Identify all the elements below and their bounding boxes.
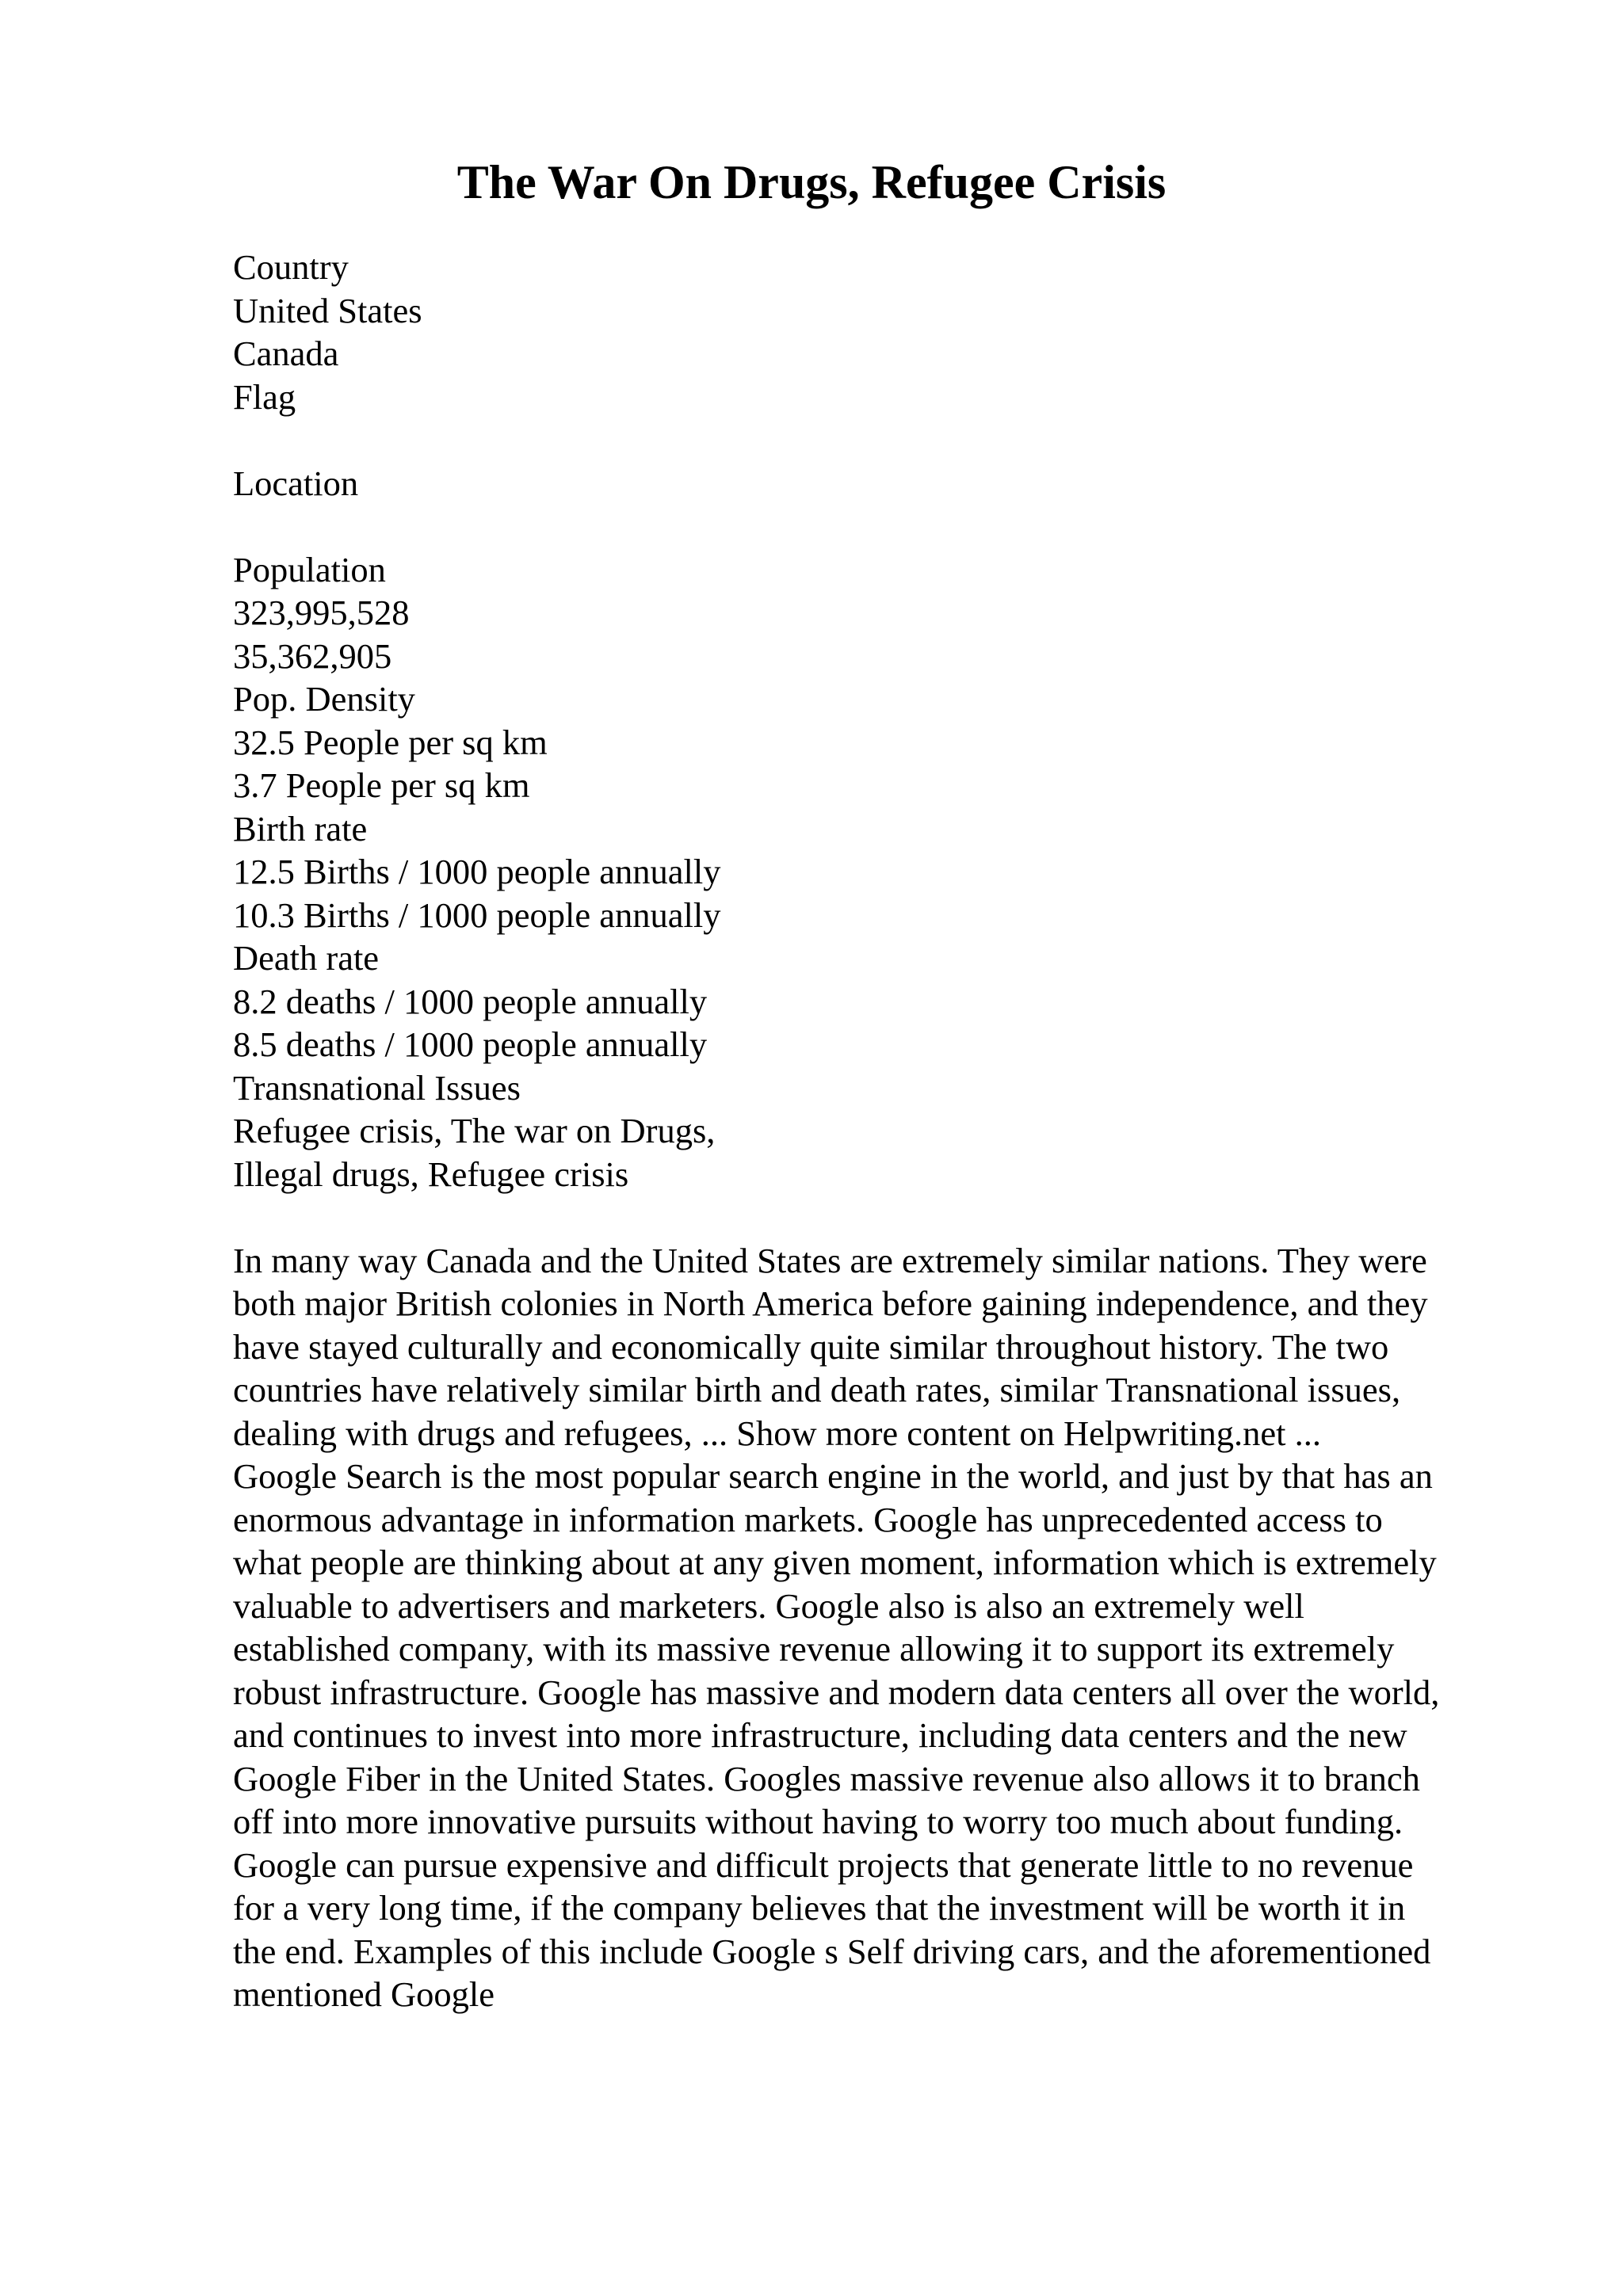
density-value: 3.7 People per sq km bbox=[233, 765, 530, 805]
body-line: both major British colonies in North America before gaining independence, and they bbox=[233, 1283, 1428, 1323]
document-content bbox=[233, 246, 1509, 2016]
population-value: 323,995,528 bbox=[233, 593, 410, 632]
death-rate-value: 8.2 deaths / 1000 people annually bbox=[233, 981, 708, 1021]
issues-label: Transnational Issues bbox=[233, 1067, 521, 1108]
body-line: established company, with its massive revenue allowing it to support its extremely bbox=[233, 1629, 1395, 1669]
body-line: and continues to invest into more infrastructure, including data centers and the new bbox=[233, 1715, 1407, 1755]
body-line: enormous advantage in information markets. Google has unprecedented access to bbox=[233, 1499, 1383, 1539]
death-rate-label: Death rate bbox=[233, 938, 380, 978]
body-line: valuable to advertisers and marketers. Google also is also an extremely well bbox=[233, 1585, 1304, 1626]
body-line: Google Search is the most popular search engine in the world, and just by that has an bbox=[233, 1456, 1433, 1496]
body-line: off into more innovative pursuits without having to worry too much about funding. bbox=[233, 1802, 1403, 1841]
body-line: robust infrastructure. Google has massive and modern data centers all over the world, bbox=[233, 1672, 1440, 1712]
spacer bbox=[233, 418, 1509, 462]
death-rate-value: 8.5 deaths / 1000 people annually bbox=[233, 1024, 708, 1064]
population-label: Population bbox=[233, 549, 386, 589]
density-value: 32.5 People per sq km bbox=[233, 722, 548, 762]
birth-rate-value: 12.5 Births / 1000 people annually bbox=[233, 852, 721, 891]
birth-rate-value: 10.3 Births / 1000 people annually bbox=[233, 894, 721, 935]
country-name: Canada bbox=[233, 334, 339, 373]
issues-line: Illegal drugs, Refugee crisis bbox=[233, 1154, 629, 1194]
body-line: Google Fiber in the United States. Googles massive revenue also allows it to branch bbox=[233, 1758, 1420, 1798]
country-name: United States bbox=[233, 290, 422, 330]
density-label: Pop. Density bbox=[233, 679, 415, 719]
fact-sheet bbox=[233, 246, 1509, 1196]
country-label: Country bbox=[233, 247, 349, 287]
body-line: have stayed culturally and economically quite similar throughout history. The two bbox=[233, 1326, 1389, 1367]
body-paragraph bbox=[233, 1239, 1509, 2016]
spacer bbox=[233, 1196, 1509, 1239]
body-line: dealing with drugs and refugees, ... Show more content on Helpwriting.net ... bbox=[233, 1413, 1322, 1453]
body-line: what people are thinking about at any given moment, information which is extremely bbox=[233, 1543, 1437, 1582]
issues-line: Refugee crisis, The war on Drugs, bbox=[233, 1111, 716, 1150]
body-line: the end. Examples of this include Google s Self driving cars, and the aforementioned bbox=[233, 1931, 1431, 1971]
location-label: Location bbox=[233, 463, 359, 503]
population-value: 35,362,905 bbox=[233, 635, 392, 676]
body-line: countries have relatively similar birth and death rates, similar Transnational issues, bbox=[233, 1370, 1401, 1409]
document-title: The War On Drugs, Refugee Crisis bbox=[456, 156, 1167, 208]
spacer bbox=[233, 505, 1509, 548]
body-line: for a very long time, if the company believes that the investment will be worth it in bbox=[233, 1888, 1406, 1928]
body-line: In many way Canada and the United States are extremely similar nations. They were bbox=[233, 1240, 1427, 1280]
birth-rate-label: Birth rate bbox=[233, 808, 368, 849]
body-line: Google can pursue expensive and difficult projects that generate little to no revenue bbox=[233, 1844, 1414, 1885]
body-line: mentioned Google bbox=[233, 1974, 495, 2014]
flag-label: Flag bbox=[233, 376, 296, 417]
